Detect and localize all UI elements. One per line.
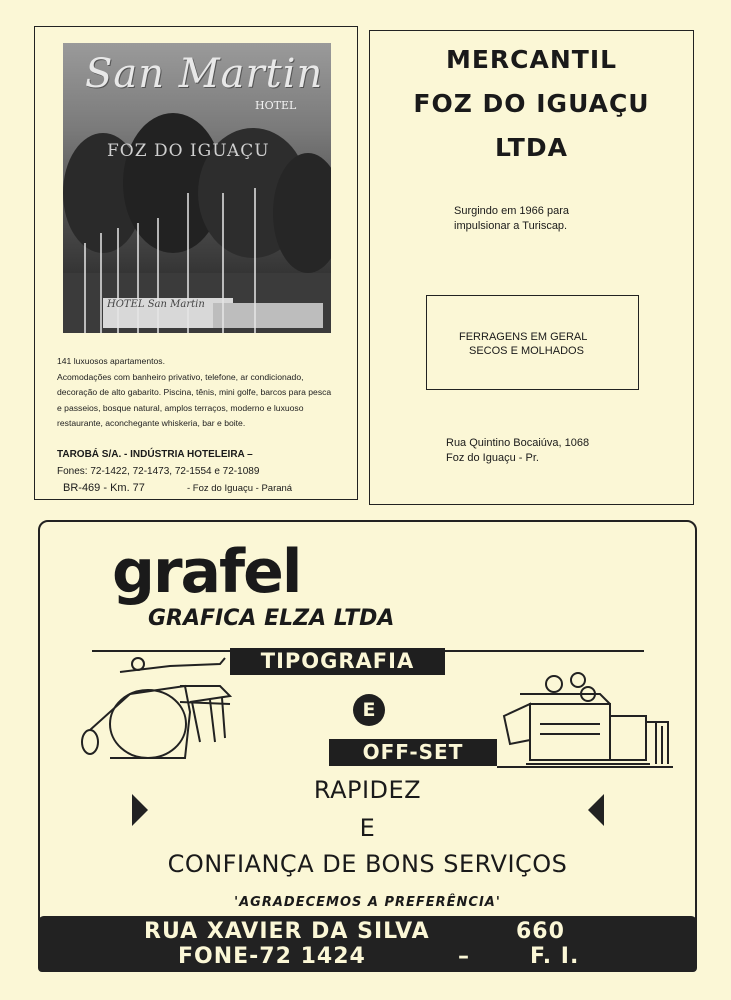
phone-number: FONE-72 1424 <box>178 944 366 969</box>
products-line-2: SECOS E MOLHADOS <box>469 345 584 357</box>
hotel-desc-line: 141 luxuosos apartamentos. <box>57 356 165 366</box>
hotel-desc-line: e passeios, bosque natural, amplos terraços, moderno e luxuoso <box>57 402 304 413</box>
mercantil-title-3: LTDA <box>495 133 568 162</box>
mercantil-ad <box>369 30 694 505</box>
hotel-desc-line: Acomodações com banheiro privativo, telefone, ar condicionado, <box>57 371 304 382</box>
slogan-confianca: CONFIANÇA DE BONS SERVIÇOS <box>167 850 568 878</box>
conjunction-badge: E <box>353 694 385 726</box>
city-abbreviation: F. I. <box>530 944 580 969</box>
letterpress-machine-icon <box>80 642 240 762</box>
mercantil-address-2: Foz do Iguaçu - Pr. <box>446 452 539 464</box>
mercantil-title-2: FOZ DO IGUAÇU <box>413 89 650 118</box>
hotel-logo-script: San Martin <box>85 51 324 97</box>
hotel-description <box>57 354 331 432</box>
service-tipografia: TIPOGRAFIA <box>230 648 445 675</box>
hotel-phones: Fones: 72-1422, 72-1473, 72-1554 e 72-1089 <box>57 466 260 477</box>
hotel-logo-sub: HOTEL <box>255 99 297 112</box>
hotel-photo <box>63 43 331 333</box>
hotel-sign-text: FOZ DO IGUAÇU <box>107 141 270 161</box>
mercantil-slogan-1: Surgindo em 1966 para <box>454 205 569 217</box>
mercantil-address-1: Rua Quintino Bocaiúva, 1068 <box>446 437 590 449</box>
hotel-building-sign: HOTEL San Martin <box>107 299 205 310</box>
hotel-desc-line: restaurante, aconchegante whiskeria, bar e boite. <box>57 418 246 428</box>
thanks-line: 'AGRADECEMOS A PREFERÊNCIA' <box>234 895 501 910</box>
contact-band <box>38 916 697 972</box>
offset-press-machine-icon <box>500 664 680 772</box>
grafel-company: GRAFICA ELZA LTDA <box>148 606 395 631</box>
products-box <box>426 295 639 390</box>
mercantil-slogan-2: impulsionar a Turiscap. <box>454 220 568 232</box>
products-line-1: FERRAGENS EM GERAL <box>459 331 588 343</box>
service-offset: OFF-SET <box>329 739 497 766</box>
slogan-rapidez: RAPIDEZ <box>313 776 422 804</box>
grafel-ad <box>38 520 697 972</box>
street-address: RUA XAVIER DA SILVA <box>144 919 430 944</box>
hotel-road: BR-469 - Km. 77 <box>63 482 145 494</box>
street-number: 660 <box>516 919 565 944</box>
grafel-logo: grafel <box>112 537 301 607</box>
hotel-ad <box>34 26 358 500</box>
mercantil-title-1: MERCANTIL <box>445 45 618 74</box>
hotel-desc-line: decoração de alto gabarito. Piscina, tênis, mini golfe, barcos para pesca <box>57 387 332 397</box>
separator-dash: – <box>458 944 470 969</box>
hotel-city: - Foz do Iguaçu - Paraná <box>187 483 293 494</box>
hotel-company: TAROBÁ S/A. - INDÚSTRIA HOTELEIRA – <box>57 449 253 460</box>
slogan-conjunction: E <box>359 814 376 842</box>
